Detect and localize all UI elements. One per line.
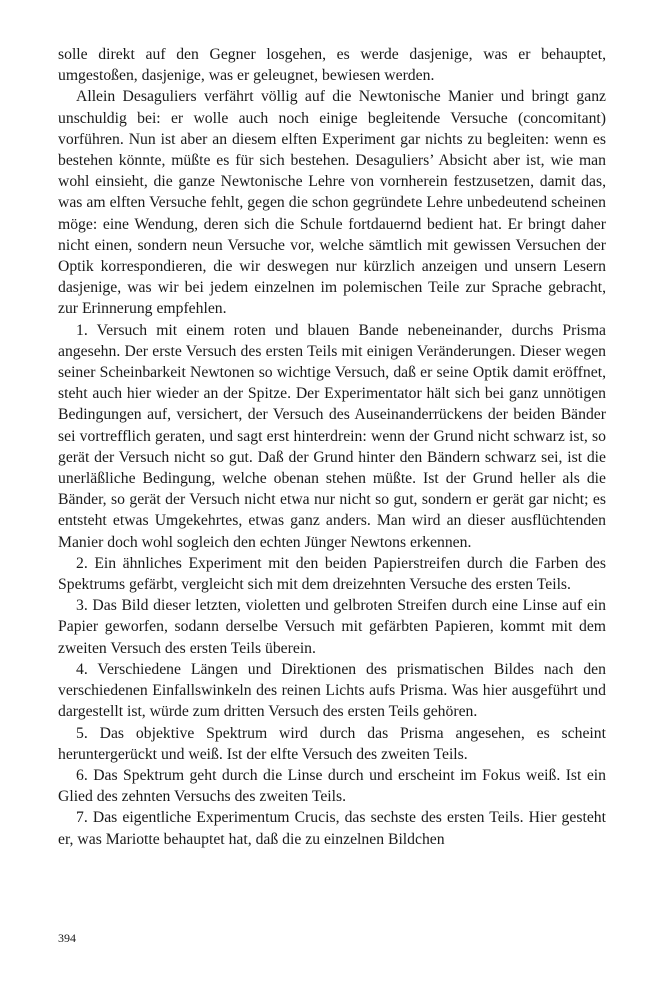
paragraph-continuation: solle direkt auf den Gegner losgehen, es werde dasjenige, was er behauptet, umgestoßen, dasjenige, was er geleugnet, bewiesen werden. bbox=[58, 46, 606, 85]
page-number: 394 bbox=[58, 931, 76, 945]
paragraph-item-6: 6. Das Spektrum geht durch die Linse durch und erscheint im Fokus weiß. Ist ein Glied des zehnten Versuchs des zweiten Teils. bbox=[58, 766, 606, 806]
paragraph-item-4: 4. Verschiedene Längen und Direktionen des prismatischen Bildes nach den verschiedenen Einfallswinkeln des reinen Lichts aufs Prisma. Was hier ausgeführt und dargestellt ist, würde zum dritten Versuch des ersten Teils gehören. bbox=[58, 660, 606, 721]
paragraph-item-3: 3. Das Bild dieser letzten, violetten und gelbroten Streifen durch eine Linse auf ein Papier geworfen, sodann derselbe Versuch mit gefärbten Papieren, kommt mit dem zweiten Versuch des ersten Teils überein. bbox=[58, 597, 606, 657]
paragraph-item-5: 5. Das objektive Spektrum wird durch das Prisma angesehen, es scheint heruntergerückt und weiß. Ist der elfte Versuch des zweiten Teils. bbox=[58, 724, 606, 763]
paragraph-desaguliers: Allein Desaguliers verfährt völlig auf die Newtonische Manier und bringt ganz unschuldig bei: er wolle auch noch einige begleitende Versuche (concomitant) vorführen. Nun ist aber an diesem elften Experiment gar nichts zu begleiten: wenn es bestehen könnte, müßte es für sich bestehen. Desaguliers’ Absicht aber ist, wie man wohl einsieht, die ganze Newtonische Lehre von vornherein festzusetzen, damit das, was am elften Versuche fehlt, gegen die schon gegründete Lehre unbedeutend scheinen möge: eine Wendung, deren sich die Schule fortdauernd bedient hat. Er bringt daher nicht einen, sondern neun Versuche vor, welche sämtlich mit gewissen Versuchen der Optik korrespondieren, die wir deswegen nur kürzlich anzeigen und unsern Lesern dasjenige, was wir bei jedem einzelnen im polemischen Teile zur Sprache gebracht, zur Erinnerung empfehlen. bbox=[58, 88, 606, 318]
paragraph-item-7: 7. Das eigentliche Experimentum Crucis, das sechste des ersten Teils. Hier gesteht er, was Mariotte behauptet hat, daß die zu einzelnen Bildchen bbox=[58, 809, 606, 848]
paragraph-item-1: 1. Versuch mit einem roten und blauen Bande nebeneinander, durchs Prisma angesehn. Der erste Versuch des ersten Teils mit einigen Veränderungen. Dieser wegen seiner Scheinbarkeit Newtonen so wichtige Versuch, daß er seine Optik damit eröffnet, steht auch hier wieder an der Spitze. Der Experimentator hält sich bei ganz unnötigen Bedingungen auf, versichert, der Versuch des Auseinanderrückens der beiden Bänder sei vortrefflich geraten, und sagt erst hinterdrein: wenn der Grund nicht schwarz ist, so gerät der Versuch nicht so gut. Daß der Grund hinter den Bändern schwarz sei, ist die unerläßliche Bedingung, welche obenan stehen müßte. Ist der Grund heller als die Bänder, so gerät der Versuch nicht etwa nur nicht so gut, sondern er gerät gar nicht; es entsteht etwas Umgekehrtes, etwas ganz anders. Man wird an dieser ausflüchtenden Manier doch wohl sogleich den echten Jünger Newtons erkennen. bbox=[58, 321, 606, 551]
page-body bbox=[58, 44, 606, 850]
paragraph-item-2: 2. Ein ähnliches Experiment mit den beiden Papierstreifen durch die Farben des Spektrums gefärbt, vergleicht sich mit dem dreizehnten Versuche des ersten Teils. bbox=[58, 554, 606, 594]
